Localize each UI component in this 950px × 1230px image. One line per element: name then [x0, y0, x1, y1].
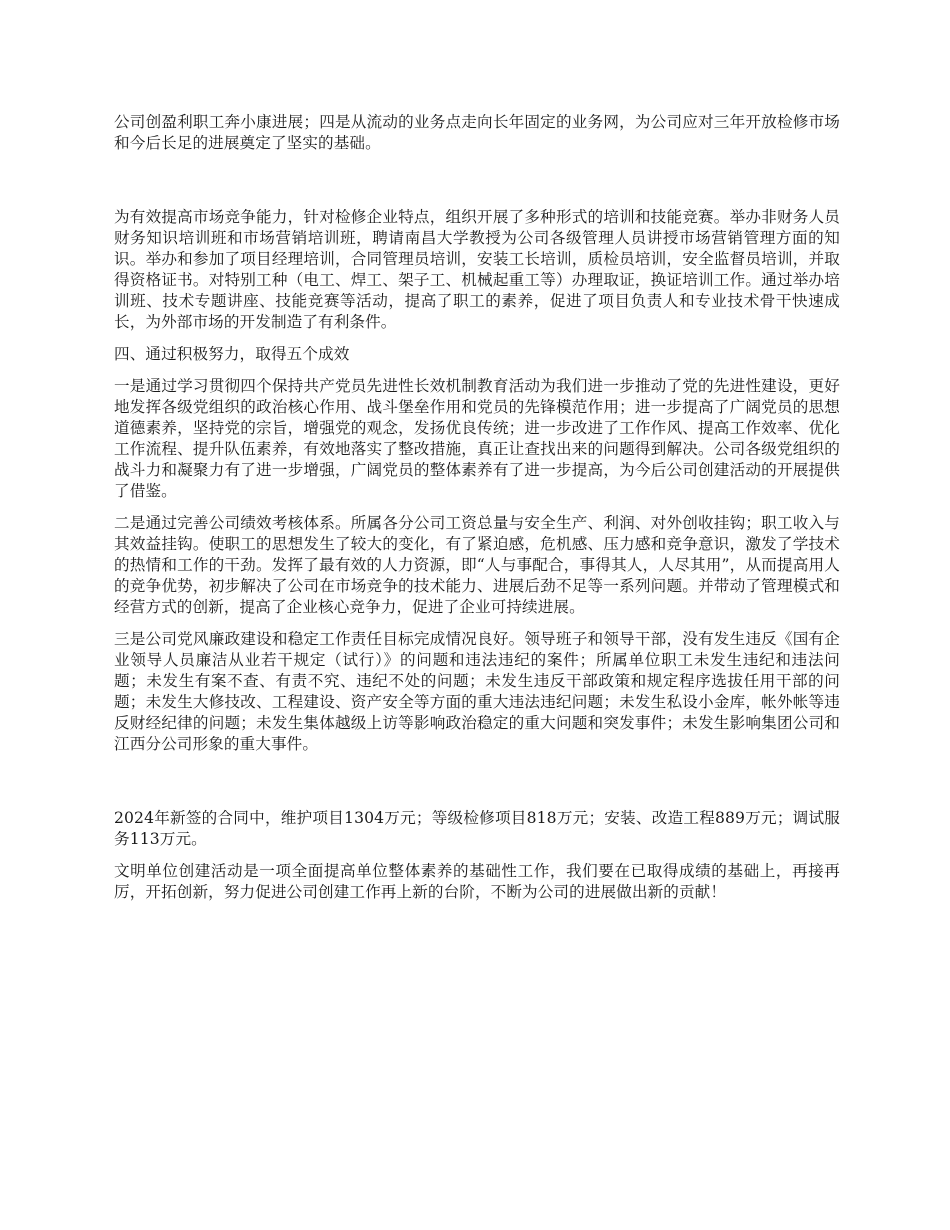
paragraph-intro-continuation: 公司创盈利职工奔小康进展；四是从流动的业务点走向长年固定的业务网，为公司应对三年开放检修市场和今后长足的进展奠定了坚实的基础。: [114, 113, 840, 152]
paragraph-contracts: 2024年新签的合同中，维护项目1304万元；等级检修项目818万元；安装、改造工程889万元；调试服务113万元。: [114, 809, 840, 848]
section-heading-five-results: 四、通过积极努力，取得五个成效: [114, 345, 350, 363]
document-body: [114, 112, 840, 903]
paragraph-conclusion: 文明单位创建活动是一项全面提高单位整体素养的基础性工作，我们要在已取得成绩的基础上，再接再厉，开拓创新，努力促进公司创建工作再上新的台阶，不断为公司的进展做出新的贡献！: [114, 862, 840, 901]
paragraph-training: 为有效提高市场竞争能力，针对检修企业特点，组织开展了多种形式的培训和技能竞赛。举办非财务人员财务知识培训班和市场营销培训班，聘请南昌大学教授为公司各级管理人员讲授市场营销管理方面的知识。举办和参加了项目经理培训，合同管理员培训，安装工长培训，质检员培训，安全监督员培训，并取得资格证书。对特别工种（电工、焊工、架子工、机械起重工等）办理取证，换证培训工作。通过举办培训班、技术专题讲座、技能竞赛等活动，提高了职工的素养，促进了项目负责人和专业技术骨干快速成长，为外部市场的开发制造了有利条件。: [114, 208, 840, 331]
paragraph-result-one: 一是通过学习贯彻四个保持共产党员先进性长效机制教育活动为我们进一步推动了党的先进性建设，更好地发挥各级党组织的政治核心作用、战斗堡垒作用和党员的先锋模范作用；进一步提高了广阔党员的思想道德素养，坚持党的宗旨，增强党的观念，发扬优良传统；进一步改进了工作作风、提高工作效率、优化工作流程、提升队伍素养，有效地落实了整改措施，真正让查找出来的问题得到解决。公司各级党组织的战斗力和凝聚力有了进一步增强，广阔党员的整体素养有了进一步提高，为今后公司创建活动的开展提供了借鉴。: [114, 377, 840, 500]
paragraph-result-two: 二是通过完善公司绩效考核体系。所属各分公司工资总量与安全生产、利润、对外创收挂钩；职工收入与其效益挂钩。使职工的思想发生了较大的变化，有了紧迫感，危机感、压力感和竞争意识，激发了学技术的热情和工作的干劲。发挥了最有效的人力资源，即“人与事配合，事得其人，人尽其用”，从而提高用人的竞争优势，初步解决了公司在市场竞争的技术能力、进展后劲不足等一系列问题。并带动了管理模式和经营方式的创新，提高了企业核心竞争力，促进了企业可持续进展。: [114, 514, 840, 616]
paragraph-result-three: 三是公司党风廉政建设和稳定工作责任目标完成情况良好。领导班子和领导干部，没有发生违反《国有企业领导人员廉洁从业若干规定（试行）》的问题和违法违纪的案件；所属单位职工未发生违纪和违法问题；未发生有案不查、有责不究、违纪不处的问题；未发生违反干部政策和规定程序选拔任用干部的问题；未发生大修技改、工程建设、资产安全等方面的重大违法违纪问题；未发生私设小金库，帐外帐等违反财经纪律的问题；未发生集体越级上访等影响政治稳定的重大问题和突发事件；未发生影响集团公司和江西分公司形象的重大事件。: [114, 630, 840, 753]
